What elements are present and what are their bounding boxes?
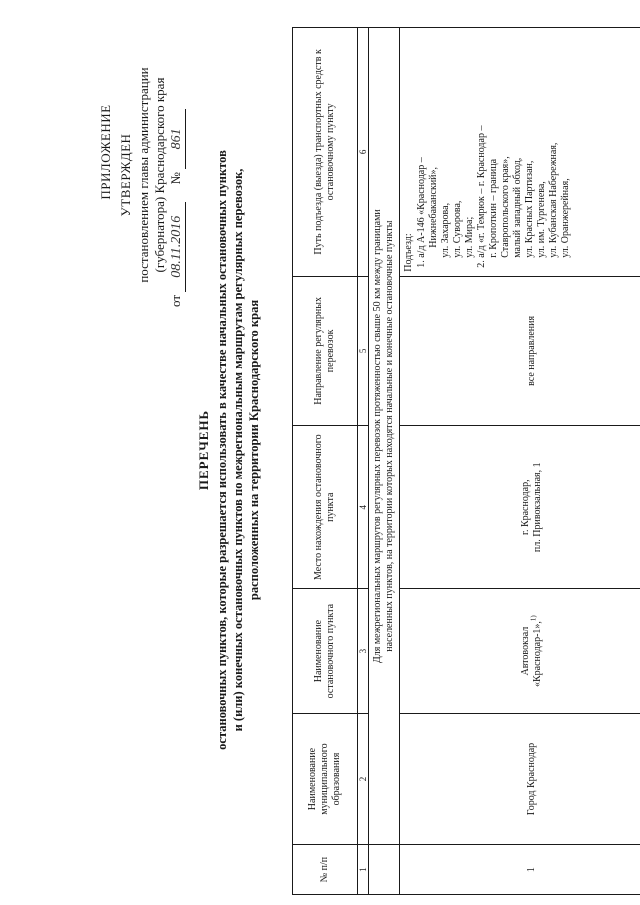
section-row [369, 28, 400, 895]
route-item-line: г. Кропоткин – граница [488, 158, 499, 258]
column-number-row [358, 28, 369, 895]
stop-name-cell [400, 589, 640, 713]
column-number: 2 [358, 713, 369, 844]
column-header: Направление регулярных перевозок [293, 276, 358, 425]
handwritten-number: 861 [169, 109, 186, 169]
document-title [196, 35, 262, 865]
route-item-line: 2. а/д «г. Темрюк – г. Краснодар – [476, 125, 487, 258]
route-item-line: ул. Суворова, [452, 200, 463, 258]
section-heading-line-2: населенных пунктов, на территории которых находятся начальные и конечные остановочные пункты [384, 220, 395, 652]
column-number: 1 [358, 845, 369, 895]
column-header: Путь подъезда (выезда) транспортных средств к остановочному пункту [293, 28, 358, 277]
handwritten-date: 08.11.2016 [169, 202, 186, 292]
column-number: 4 [358, 426, 369, 589]
section-spacer [369, 845, 400, 895]
title-line-3: расположенных на территории Краснодарского края [247, 299, 261, 601]
route-list [416, 32, 572, 272]
route-item-line: ул. Красных Партизан, [524, 160, 535, 258]
title-heading: ПЕРЕЧЕНЬ [196, 409, 211, 491]
title-line-2: и (или) конечных остановочных пунктов по межрегиональным маршрутам регулярных перевозок, [231, 168, 245, 732]
approved-by-line-2: (губернатора) Краснодарского края [152, 77, 167, 273]
route-cell [400, 28, 640, 277]
route-item-line: ул. им. Тургенева, [536, 181, 547, 258]
route-item-line: 1. а/д А-146 «Краснодар – [416, 157, 427, 258]
stop-name: Автовокзал «Краснодар-1», [520, 621, 543, 688]
municipality-cell: Город Краснодар [400, 713, 640, 844]
location-line-2: пл. Привокзальная, 1 [532, 462, 543, 553]
approved-by-line-1: постановлением главы администрации [136, 67, 151, 283]
column-header: Наименование муниципального образования [293, 713, 358, 844]
appendix-label: ПРИЛОЖЕНИЕ [98, 104, 113, 200]
route-item [416, 32, 476, 258]
column-number: 6 [358, 28, 369, 277]
route-item-line: Ставропольского края», [500, 156, 511, 258]
stop-footnote-mark: 1) [529, 615, 538, 622]
section-heading-line-1: Для межрегиональных маршрутов регулярных перевозок протяженностью свыше 50 км между границами [372, 209, 383, 664]
route-item-line: Нижнебаканский», [428, 166, 439, 248]
section-heading [369, 28, 400, 845]
route-item-line: ул. Оранжерейная, [560, 178, 571, 258]
table-row [400, 28, 640, 895]
approved-label: УТВЕРЖДЕН [118, 133, 133, 217]
column-header: Наименование остановочного пункта [293, 589, 358, 713]
route-item-line: ул. Мира; [464, 216, 475, 258]
column-number: 5 [358, 276, 369, 425]
table-header-row [293, 28, 358, 895]
title-line-1: остановочных пунктов, которые разрешается использовать в качестве начальных остановочных пунктов [215, 150, 229, 750]
route-item-line: ул. Кубанская Набережная, [548, 142, 559, 258]
location-line-1: г. Краснодар, [520, 479, 531, 536]
direction-cell: все направления [400, 276, 640, 425]
column-header: № п/п [293, 845, 358, 895]
date-prefix: от [168, 294, 183, 307]
date-number-line [168, 25, 186, 325]
stops-table [292, 27, 640, 895]
route-item-line: малый западный обход, [512, 157, 523, 258]
approval-stamp [118, 25, 186, 325]
column-header: Место нахождения остановочного пункта [293, 426, 358, 589]
route-item [476, 32, 572, 258]
route-label: Подъезд: [403, 233, 414, 272]
number-prefix: № [168, 172, 183, 185]
route-item-line: ул. Захарова, [440, 202, 451, 258]
location-cell [400, 426, 640, 589]
row-index: 1 [400, 845, 640, 895]
column-number: 3 [358, 589, 369, 713]
